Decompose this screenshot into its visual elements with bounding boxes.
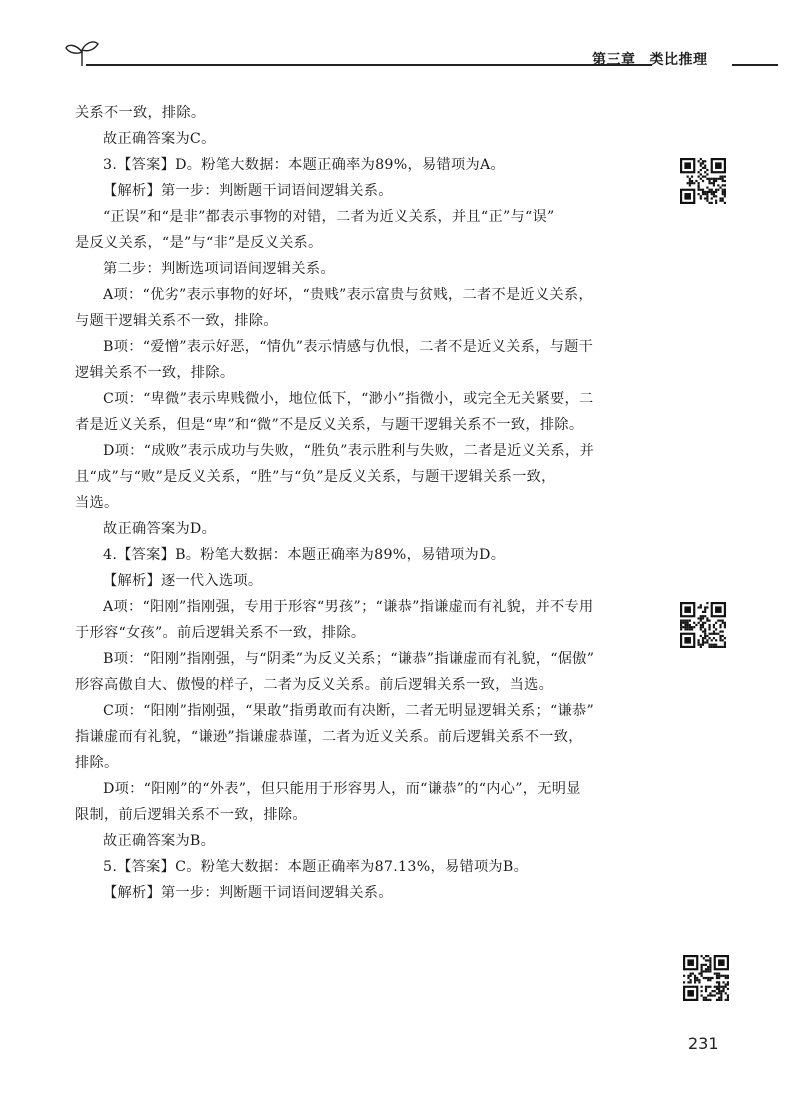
- text-line: D项：“阳刚”的“外表”，但只能用于形容男人，而“谦恭”的“内心”，无明显: [103, 781, 581, 797]
- text-line: 5.【答案】C。粉笔大数据：本题正确率为87.13%，易错项为B。: [103, 859, 529, 875]
- text-line: A项：“阳刚”指刚强，专用于形容“男孩”；“谦恭”指谦虚而有礼貌，并不专用: [103, 599, 594, 615]
- text-line: 当选。: [75, 495, 119, 511]
- text-line: 于形容“女孩”。前后逻辑关系不一致，排除。: [75, 625, 366, 641]
- text-line: 故正确答案为C。: [103, 131, 216, 147]
- text-line: B项：“阳刚”指刚强，与“阴柔”为反义关系；“谦恭”指谦虚而有礼貌，“倨傲”: [103, 651, 595, 667]
- qr-code-icon: [683, 955, 729, 1001]
- page-body: [75, 100, 660, 906]
- text-line: B项：“爱憎”表示好恶，“情仇”表示情感与仇恨，二者不是近义关系，与题干: [103, 339, 594, 355]
- page-number: 231: [688, 1034, 719, 1053]
- text-line: 是反义关系，“是”与“非”是反义关系。: [75, 235, 323, 251]
- text-line: 限制，前后逻辑关系不一致，排除。: [75, 807, 307, 823]
- text-line: C项：“卑微”表示卑贱微小，地位低下，“渺小”指微小，或完全无关紧要，二: [103, 391, 594, 407]
- text-line: 故正确答案为B。: [103, 833, 216, 849]
- qr-code-icon: [680, 602, 726, 648]
- header-rule: [86, 64, 652, 66]
- text-line: 【解析】第一步：判断题干词语间逻辑关系。: [103, 885, 393, 901]
- header-title: [592, 48, 708, 70]
- text-line: 者是近义关系，但是“卑”和“微”不是反义关系，与题干逻辑关系不一致，排除。: [75, 417, 584, 433]
- text-line: 4.【答案】B。粉笔大数据：本题正确率为89%，易错项为D。: [103, 547, 506, 563]
- text-line: 故正确答案为D。: [103, 521, 217, 537]
- text-line: C项：“阳刚”指刚强，“果敢”指勇敢而有决断，二者无明显逻辑关系；“谦恭”: [103, 703, 595, 719]
- text-line: “正误”和“是非”都表示事物的对错，二者为近义关系，并且“正”与“误”: [103, 209, 555, 225]
- text-line: 形容高傲自大、傲慢的样子，二者为反义关系。前后逻辑关系一致，当选。: [75, 677, 554, 693]
- text-line: D项：“成败”表示成功与失败，“胜负”表示胜利与失败，二者是近义关系，并: [103, 443, 595, 459]
- text-line: 排除。: [75, 755, 119, 771]
- text-line: 逻辑关系不一致，排除。: [75, 365, 235, 381]
- text-line: 与题干逻辑关系不一致，排除。: [75, 313, 278, 329]
- text-line: 第二步：判断选项词语间逻辑关系。: [103, 261, 335, 277]
- text-line: 指谦虚而有礼貌，“谦逊”指谦虚恭谨，二者为近义关系。前后逻辑关系不一致，: [75, 729, 583, 745]
- text-line: 【解析】逐一代入选项。: [103, 573, 263, 589]
- text-line: 【解析】第一步：判断题干词语间逻辑关系。: [103, 183, 393, 199]
- qr-code-icon: [680, 158, 726, 204]
- text-line: A项：“优劣”表示事物的好坏，“贵贱”表示富贵与贫贱，二者不是近义关系，: [103, 287, 593, 303]
- page-header: [62, 36, 778, 70]
- text-line: 且“成”与“败”是反义关系，“胜”与“负”是反义关系，与题干逻辑关系一致，: [75, 469, 556, 485]
- text-line: 3.【答案】D。粉笔大数据：本题正确率为89%，易错项为A。: [103, 157, 506, 173]
- header-rule-tail: [732, 64, 778, 66]
- section-label: 类比推理: [649, 52, 708, 68]
- chapter-label: 第三章: [592, 52, 636, 68]
- text-line: 关系不一致，排除。: [75, 105, 206, 121]
